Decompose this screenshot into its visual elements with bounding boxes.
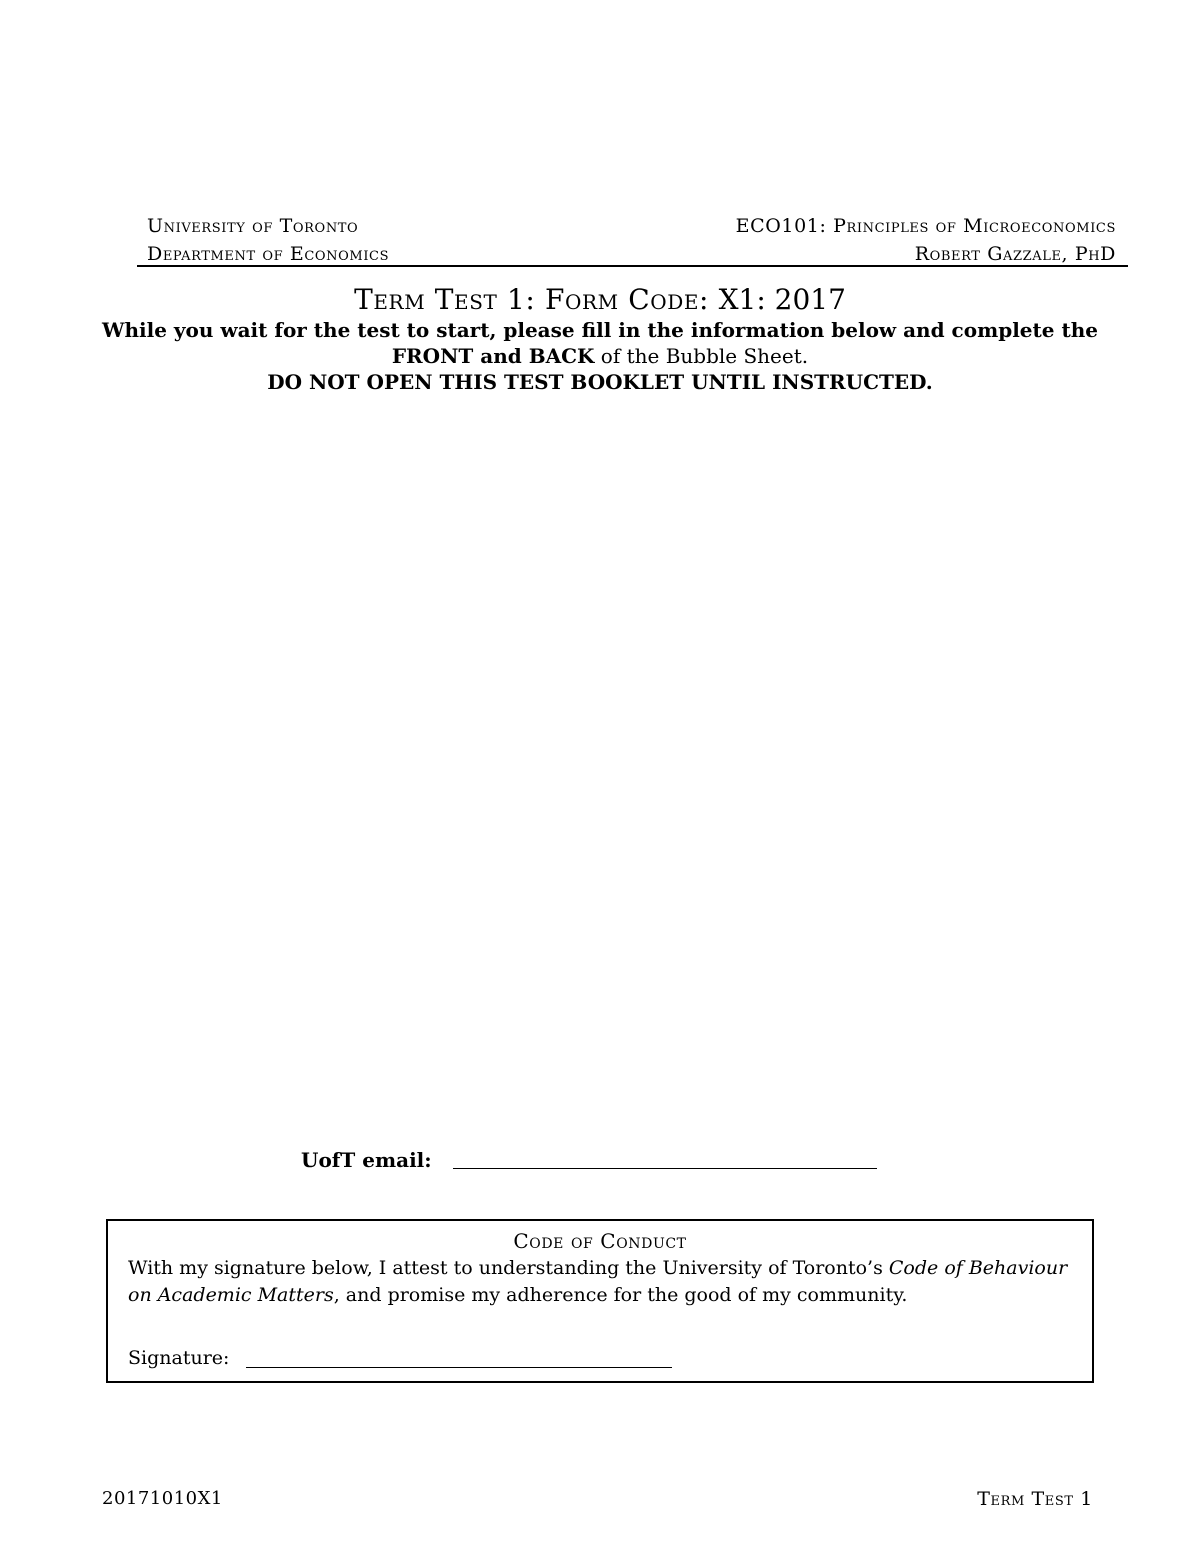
header-left — [147, 212, 389, 268]
instructions-line-2 — [0, 343, 1200, 369]
course-title: ECO101: Principles of Microeconomics — [735, 215, 1116, 237]
email-label: UofT email: — [301, 1148, 432, 1172]
instructor-name: Robert Gazzale, PhD — [914, 243, 1116, 265]
footer-code: 20171010X1 — [102, 1488, 223, 1509]
conduct-title: Code of Conduct — [513, 1229, 687, 1253]
bubble-sheet-text: of the Bubble Sheet. — [594, 344, 809, 368]
page-title — [0, 282, 1200, 318]
conduct-text-1: With my signature below, I attest to understanding the University of Toronto’s — [128, 1257, 889, 1279]
email-line[interactable] — [453, 1168, 877, 1169]
department-name: Department of Economics — [147, 243, 390, 265]
conduct-text — [128, 1255, 1078, 1309]
and-text: and — [473, 344, 529, 368]
conduct-text-2: , and promise my adherence for the good of my community. — [333, 1284, 908, 1306]
front-text: FRONT — [391, 344, 474, 368]
instructions — [0, 317, 1200, 395]
code-of-conduct-box — [106, 1219, 1094, 1383]
form-code: X1 — [718, 283, 757, 316]
conduct-policy-name: Code of Behaviour on Academic Matters — [128, 1257, 1068, 1306]
signature-label: Signature: — [128, 1347, 230, 1369]
header-right — [736, 212, 1116, 268]
title-suffix: : 2017 — [756, 283, 846, 316]
title-prefix: Term Test 1: Form Code: — [354, 283, 719, 316]
signature-line[interactable] — [246, 1367, 672, 1368]
university-name: University of Toronto — [147, 215, 359, 237]
document-header — [137, 210, 1128, 267]
footer-label: Term Test 1 — [977, 1488, 1093, 1510]
back-text: BACK — [528, 344, 595, 368]
instructions-line-1: While you wait for the test to start, please fill in the information below and complete the — [102, 318, 1098, 342]
instructions-warning: DO NOT OPEN THIS TEST BOOKLET UNTIL INSTRUCTED. — [267, 370, 933, 394]
